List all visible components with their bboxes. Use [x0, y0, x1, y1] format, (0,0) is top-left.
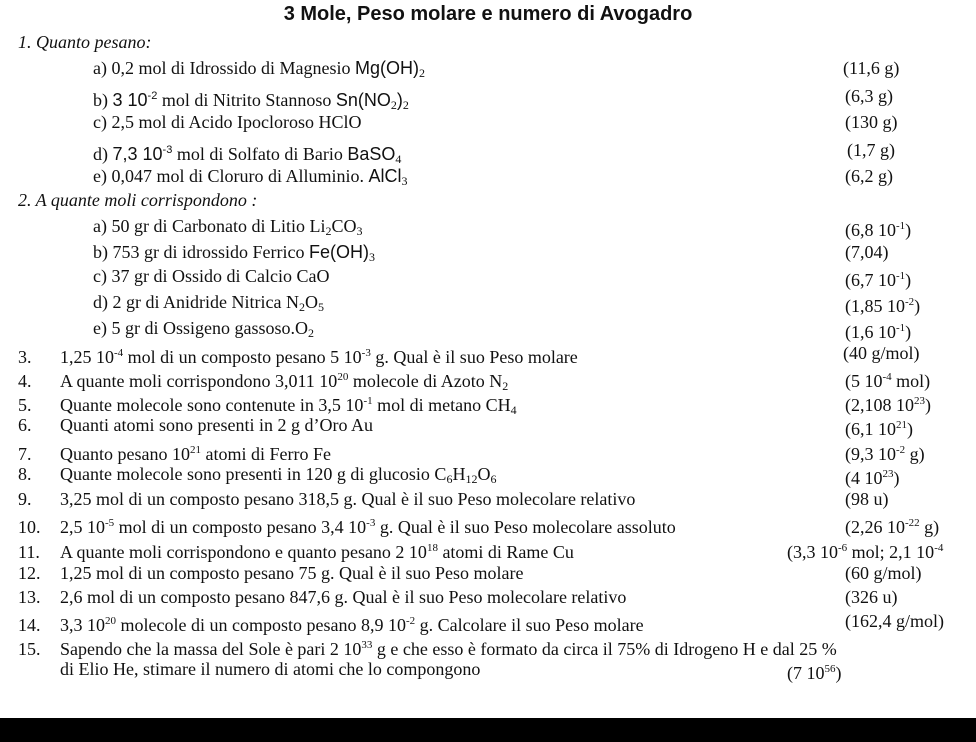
q15: 15. Sapendo che la massa del Sole è pari 2 $10^{33}$ g e che esso è formato da circa il 75% di Idrogeno H e dal 25 %	[18, 639, 837, 659]
q14: 14. 3,3 $10^{20}$ molecole di un composto pesano 8,9 $10^{-2}$ g. Calcolare il suo Peso molare	[18, 615, 644, 635]
q7: 7. Quanto pesano $10^{21}$ atomi di Ferro Fe	[18, 444, 331, 464]
q1a-answer: (11,6 g)	[843, 58, 900, 78]
q2b: b) 753 gr di idrossido Ferrico $Fe(OH)_3$	[93, 242, 375, 264]
q9-answer: (98 u)	[845, 489, 889, 509]
q9: 9. 3,25 mol di un composto pesano 318,5 g. Qual è il suo Peso molecolare relativo	[18, 489, 636, 509]
section-2-heading: 2. A quante moli corrispondono :	[18, 190, 258, 210]
q1c: c) 2,5 mol di Acido Ipocloroso HClO	[93, 112, 362, 132]
q13-answer: (326 u)	[845, 587, 898, 607]
q2a: a) 50 gr di Carbonato di Litio $Li_2CO_3$	[93, 216, 363, 238]
q11-answer: (3,3 $10^{-6}$ mol; 2,1 $10^{-4}$	[787, 542, 944, 562]
q3: 3. 1,25 $10^{-4}$ mol di un composto pesano 5 $10^{-3}$ g. Qual è il suo Peso molare	[18, 347, 578, 367]
q6-answer: (6,1 $10^{21}$)	[845, 419, 913, 439]
q3-answer: (40 g/mol)	[843, 343, 920, 363]
q1a: a) 0,2 mol di Idrossido di Magnesio $Mg(OH)_2$	[93, 58, 425, 80]
q1e: e) 0,047 mol di Cloruro di Alluminio. AlCl$_3$	[93, 166, 408, 188]
q1c-answer: (130 g)	[845, 112, 898, 132]
q2d: d) 2 gr di Anidride Nitrica $N_2O_5$	[93, 292, 324, 314]
q1b: b) 3 $10^{-2}$ mol di Nitrito Stannoso $Sn(NO_2)_2$	[93, 90, 409, 112]
page-title: 3 Mole, Peso molare e numero di Avogadro	[283, 3, 693, 25]
q2b-answer: (7,04)	[845, 242, 889, 262]
q15-line2: di Elio He, stimare il numero di atomi che lo compongono	[60, 659, 481, 679]
bottom-black-bar	[0, 718, 976, 742]
q15-answer: (7 $10^{56}$)	[787, 663, 842, 683]
section-1-heading: 1. Quanto pesano:	[18, 32, 152, 52]
q2d-answer: (1,85 $10^{-2}$)	[845, 296, 921, 316]
q10: 10. 2,5 $10^{-5}$ mol di un composto pesano 3,4 $10^{-3}$ g. Qual è il suo Peso molecolare assoluto	[18, 517, 676, 537]
q1d: d) 7,3 $10^{-3}$ mol di Solfato di Bario BaSO$_4$	[93, 144, 402, 166]
q12-answer: (60 g/mol)	[845, 563, 922, 583]
q2a-answer: (6,8 $10^{-1}$)	[845, 220, 912, 240]
q5: 5. Quante molecole sono contenute in 3,5 $10^{-1}$ mol di metano $CH_4$	[18, 395, 517, 417]
q8: 8. Quante molecole sono presenti in 120 g di glucosio $C_6H_{12}O_6$	[18, 464, 497, 486]
q2c-answer: (6,7 $10^{-1}$)	[845, 270, 912, 290]
q7-answer: (9,3 $10^{-2}$ g)	[845, 444, 925, 464]
q4-answer: (5 $10^{-4}$ mol)	[845, 371, 931, 391]
q6: 6. Quanti atomi sono presenti in 2 g d’Oro Au	[18, 415, 373, 435]
q2e-answer: (1,6 $10^{-1}$)	[845, 322, 912, 342]
q2c: c) 37 gr di Ossido di Calcio CaO	[93, 266, 330, 286]
q2e: e) 5 gr di Ossigeno $gassoso.O_2$	[93, 318, 314, 340]
q8-answer: (4 $10^{23}$)	[845, 468, 900, 488]
q14-answer: (162,4 g/mol)	[845, 611, 944, 631]
q1d-answer: (1,7 g)	[847, 140, 895, 160]
q5-answer: (2,108 $10^{23}$)	[845, 395, 931, 415]
q1e-answer: (6,2 g)	[845, 166, 893, 186]
q11: 11. A quante moli corrispondono e quanto pesano 2 $10^{18}$ atomi di Rame Cu	[18, 542, 574, 562]
q10-answer: (2,26 $10^{-22}$ g)	[845, 517, 940, 537]
q1b-answer: (6,3 g)	[845, 86, 893, 106]
q4: 4. A quante moli corrispondono 3,011 $10^{20}$ molecole di Azoto $N_2$	[18, 371, 509, 393]
q13: 13. 2,6 mol di un composto pesano 847,6 g. Qual è il suo Peso molecolare relativo	[18, 587, 627, 607]
q12: 12. 1,25 mol di un composto pesano 75 g. Qual è il suo Peso molare	[18, 563, 524, 583]
